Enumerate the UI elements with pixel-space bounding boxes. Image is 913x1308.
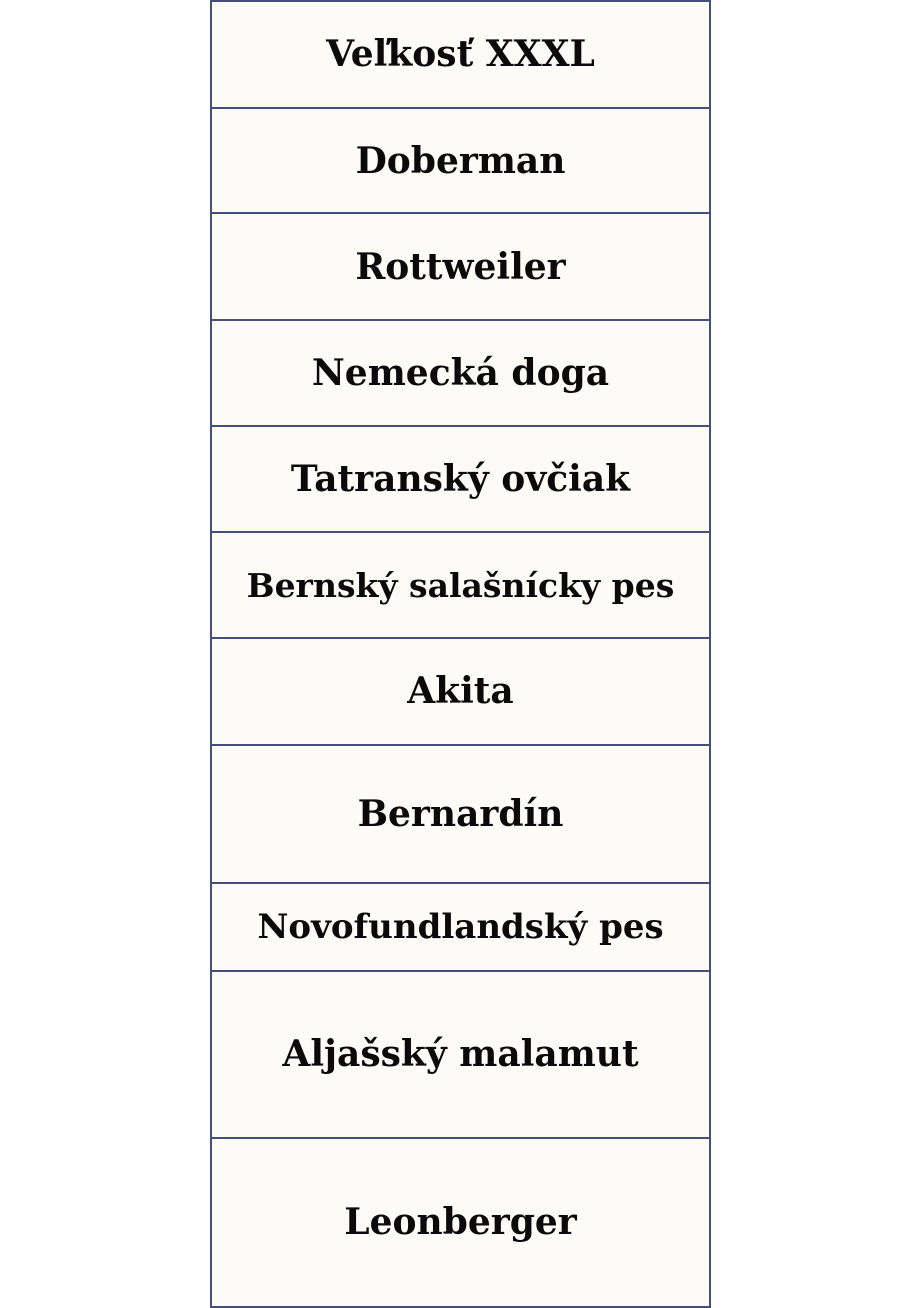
table-row: Doberman (212, 109, 709, 215)
table-row: Nemecká doga (212, 321, 709, 427)
table-row: Leonberger (344, 1201, 577, 1244)
table-row: Tatranský ovčiak (212, 427, 709, 534)
table-row: Bernardín (212, 746, 709, 885)
table-row: Novofundlandský pes (212, 884, 709, 972)
table-row: Bernský salašnícky pes (212, 533, 709, 639)
table-row: Aljašský malamut (212, 972, 709, 1138)
table-row: Akita (212, 639, 709, 746)
table-row: Rottweiler (212, 214, 709, 321)
table-header: Veľkosť XXXL (212, 2, 709, 109)
breed-size-table (210, 0, 711, 1308)
